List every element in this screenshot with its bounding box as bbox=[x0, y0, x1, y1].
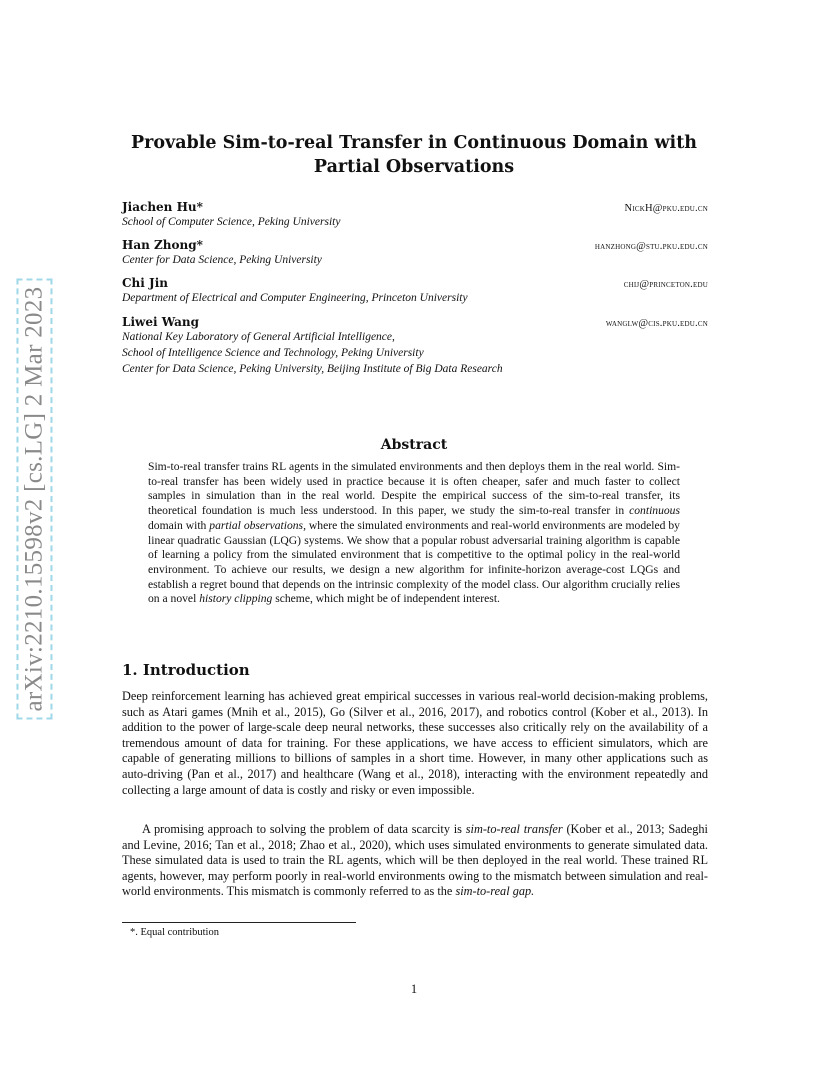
author-block-3 bbox=[122, 276, 708, 306]
author-affiliation: School of Computer Science, Peking University bbox=[122, 216, 341, 228]
author-name: Liwei Wang bbox=[122, 315, 200, 329]
abstract-text bbox=[148, 460, 680, 607]
arxiv-id: arXiv:2210.15598v2 [cs.LG] 2 Mar 2023 bbox=[16, 279, 52, 720]
paragraph-segment: (Kober et al., 2013; Sadeghi and Levine, 2016; Tan et al., 2018; Zhao et al., 2020), which uses simulated environments to generate simulated data. These simulated data is used to train the RL agents, which will be then deployed in the real world. These trained RL agents, however, may perform poorly in real-world environments owing to the mismatch between simulation and real-world environments. This mismatch is commonly referred to as the bbox=[122, 822, 708, 899]
abstract-emphasis: history clipping bbox=[199, 592, 273, 606]
abstract-segment: Sim-to-real transfer trains RL agents in the simulated environments and then deploys them in the real world. Sim-to-real transfer has been widely used in practice because it is often cheaper, safer and much faster to collect samples in simulation than in the real world. Despite the empirical success of the sim-to-real transfer, its theoretical foundation is much less understood. In this paper, we study the sim-to-real transfer in bbox=[148, 460, 680, 518]
author-email[interactable]: wanglw@cis.pku.edu.cn bbox=[605, 318, 708, 329]
author-block-4 bbox=[122, 315, 708, 377]
paper-title bbox=[110, 131, 718, 179]
author-affiliation: School of Intelligence Science and Technology, Peking University bbox=[122, 347, 424, 359]
author-affiliation: National Key Laboratory of General Artificial Intelligence, bbox=[122, 331, 395, 343]
author-email[interactable]: hanzhong@stu.pku.edu.cn bbox=[594, 241, 708, 252]
author-email[interactable]: chij@princeton.edu bbox=[623, 279, 708, 290]
abstract-heading: Abstract bbox=[380, 437, 448, 453]
author-name: Chi Jin bbox=[122, 276, 168, 290]
abstract-segment: scheme, which might be of independent interest. bbox=[272, 592, 500, 606]
author-affiliation: Department of Electrical and Computer Engineering, Princeton University bbox=[122, 292, 468, 304]
footnote-rule bbox=[122, 922, 356, 923]
paragraph-emphasis: sim-to-real gap. bbox=[455, 884, 535, 899]
arxiv-stamp bbox=[10, 262, 58, 736]
section-heading-introduction: 1. Introduction bbox=[122, 661, 250, 679]
author-email[interactable]: NickH@pku.edu.cn bbox=[624, 203, 708, 214]
abstract-segment: where the simulated environments and real-world environments are modeled by linear quadratic Gaussian (LQG) systems. We show that a popular robust adversarial training algorithm is capable of learning a policy from the simulated environment that is competitive to the optimal policy in the real-world environment. To achieve our results, we design a new algorithm for infinite-horizon average-cost LQGs and establish a regret bound that depends on the intrinsic complexity of the model class. Our algorithm crucially relies on a novel bbox=[148, 518, 680, 606]
title-line-2: Partial Observations bbox=[313, 157, 515, 177]
paragraph-emphasis: sim-to-real transfer bbox=[465, 822, 563, 836]
author-affiliation: Center for Data Science, Peking University, Beijing Institute of Big Data Research bbox=[122, 363, 503, 375]
abstract-emphasis: partial observations, bbox=[209, 518, 306, 532]
author-block-2 bbox=[122, 238, 708, 268]
author-name: Han Zhong* bbox=[122, 238, 203, 252]
author-name: Jiachen Hu* bbox=[122, 200, 203, 214]
title-line-1: Provable Sim-to-real Transfer in Continuous Domain with bbox=[130, 133, 698, 153]
paragraph-segment: A promising approach to solving the problem of data scarcity is bbox=[142, 822, 466, 836]
author-affiliation: Center for Data Science, Peking University bbox=[122, 254, 322, 266]
abstract-emphasis: continuous bbox=[629, 504, 680, 518]
intro-paragraph-2 bbox=[122, 822, 708, 900]
page-number: 1 bbox=[410, 982, 418, 996]
abstract-segment: domain with bbox=[148, 518, 210, 532]
author-block-1 bbox=[122, 200, 708, 230]
intro-paragraph-1: Deep reinforcement learning has achieved great empirical successes in various real-world decision-making problems, such as Atari games (Mnih et al., 2015), Go (Silver et al., 2016, 2017), and robotics control (Kober et al., 2013). In addition to the power of large-scale deep neural networks, these successes also critically rely on the availability of a tremendous amount of data for training. For these applications, we have access to efficient simulators, which are capable of generating millions to billions of samples in a short time. However, in many other applications such as auto-driving (Pan et al., 2017) and healthcare (Wang et al., 2018), interacting with the environment repeatedly and collecting a large amount of data is costly and risky or even impossible. bbox=[122, 689, 708, 797]
footnote: *. Equal contribution bbox=[130, 927, 219, 938]
